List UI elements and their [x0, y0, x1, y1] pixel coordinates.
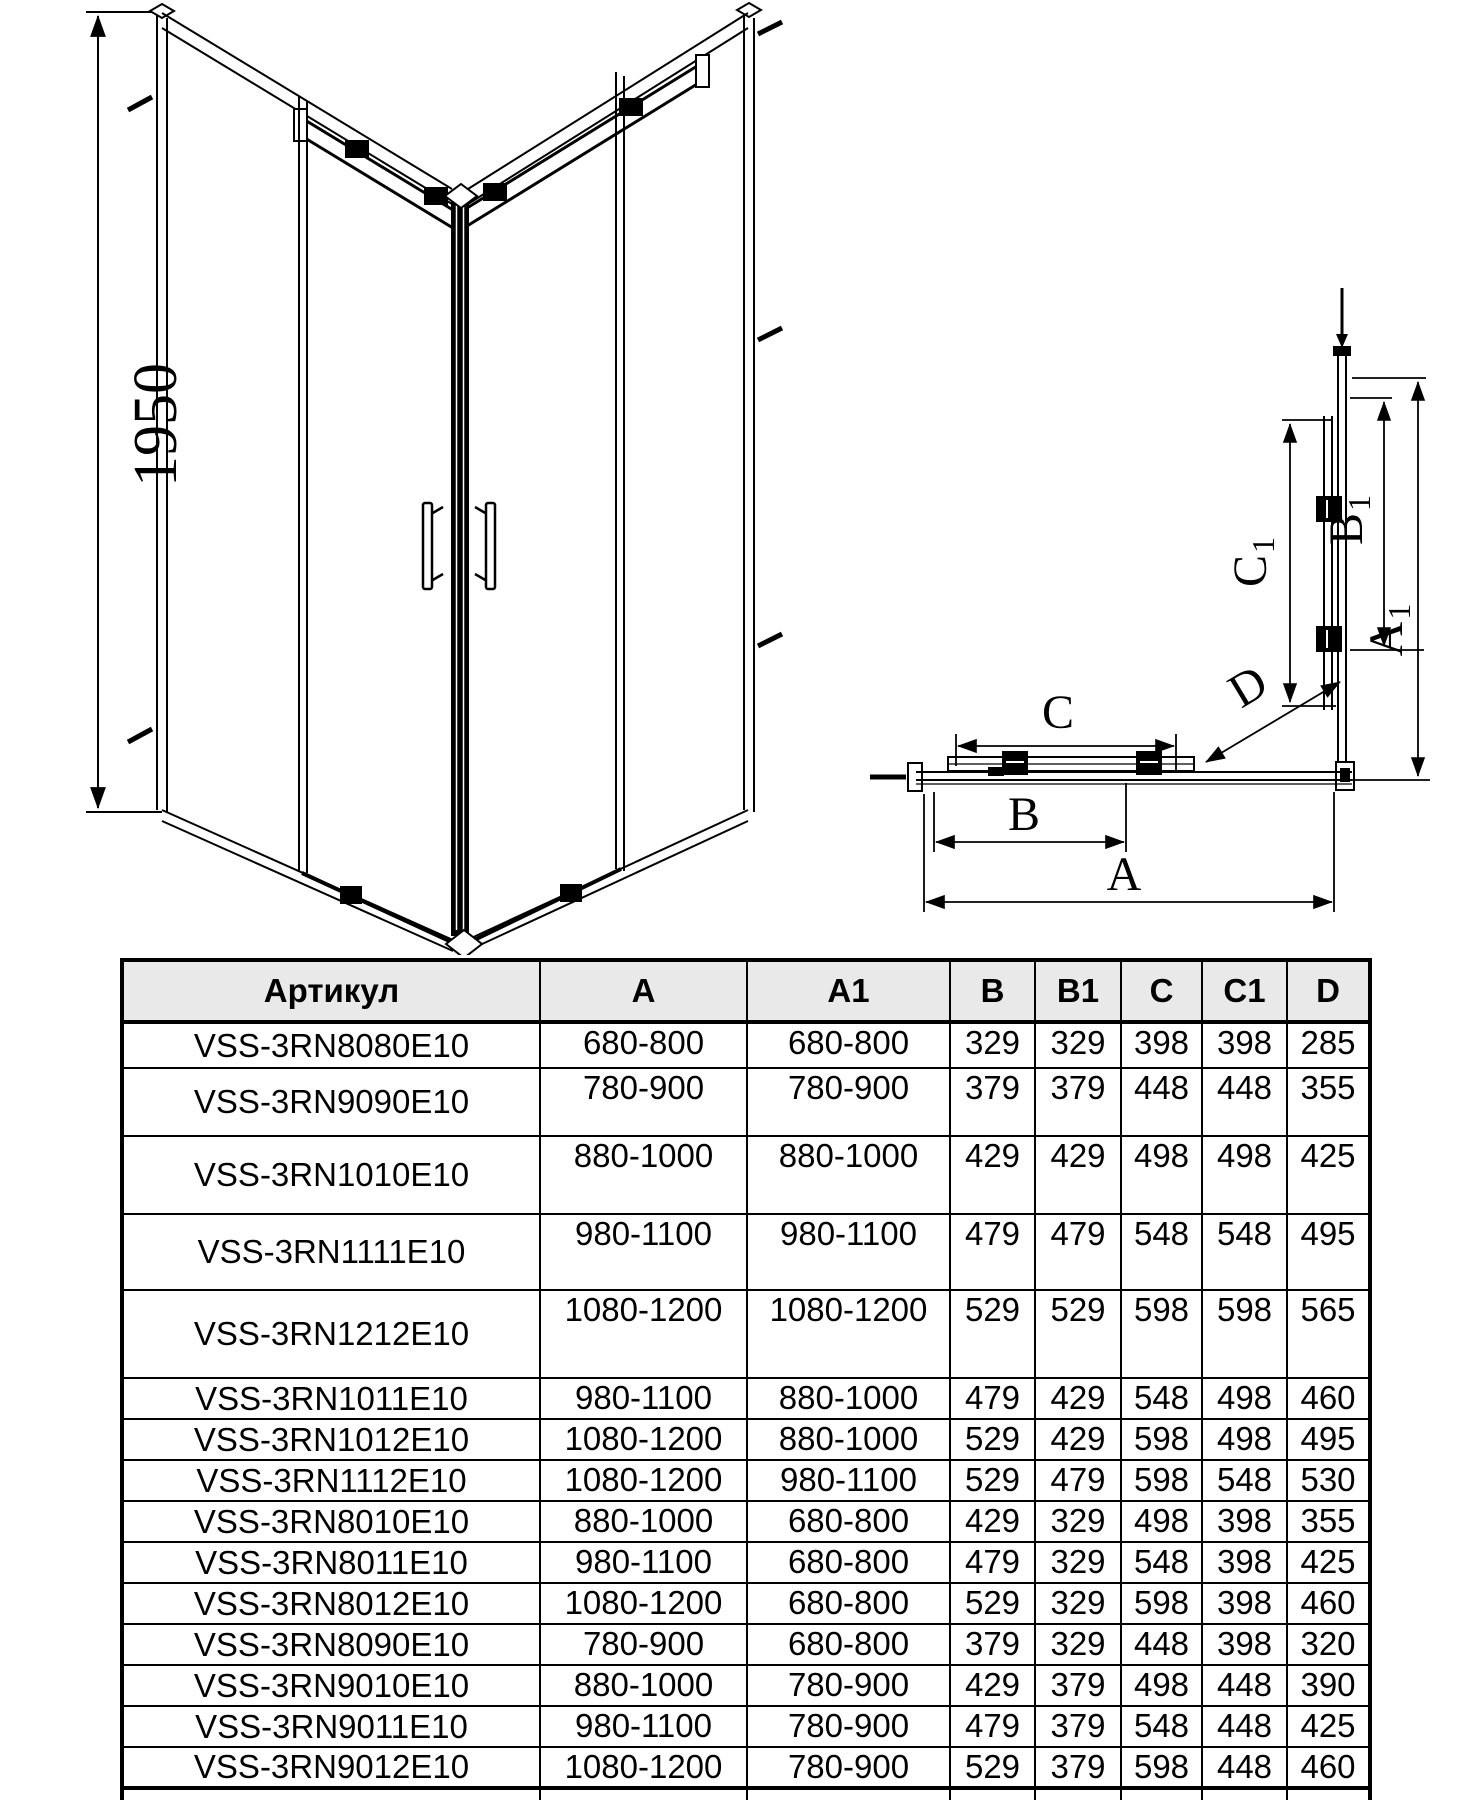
cell-value: 529 [950, 1747, 1035, 1788]
cell-value: 980-1100 [540, 1378, 747, 1419]
table-row [122, 1460, 1370, 1501]
cell-value: 448 [1121, 1624, 1202, 1665]
cell-value: 529 [950, 1460, 1035, 1501]
cell-article: VSS-3RN9012E10 [122, 1747, 540, 1788]
cell-value: 529 [950, 1290, 1035, 1378]
cell-value: 880-1000 [747, 1419, 950, 1460]
cell-value: 598 [1121, 1583, 1202, 1624]
cell-value: 495 [1287, 1214, 1370, 1290]
header-article: Артикул [122, 960, 540, 1022]
cell-value: 1080-1200 [540, 1290, 747, 1378]
cell-value: 680-800 [747, 1501, 950, 1542]
cell-value: 479 [950, 1542, 1035, 1583]
cell-value: 379 [950, 1624, 1035, 1665]
cell-empty [950, 1788, 1035, 1800]
cell-value: 680-800 [747, 1583, 950, 1624]
cell-value: 448 [1202, 1706, 1287, 1747]
right-door-handle [475, 503, 495, 589]
header-a: A [540, 960, 747, 1022]
cell-value: 780-900 [747, 1665, 950, 1706]
cell-value: 448 [1202, 1068, 1287, 1136]
cell-empty [1035, 1788, 1121, 1800]
cell-value: 565 [1287, 1290, 1370, 1378]
table-row [122, 1136, 1370, 1214]
dim-a-label: A [1106, 848, 1142, 901]
cell-value: 498 [1121, 1501, 1202, 1542]
table-row [122, 1290, 1370, 1378]
cell-article: VSS-3RN9090E10 [122, 1068, 540, 1136]
cell-value: 680-800 [747, 1022, 950, 1068]
table-row [122, 1542, 1370, 1583]
cell-value: 548 [1202, 1214, 1287, 1290]
cell-value: 780-900 [747, 1747, 950, 1788]
height-dim-label: 1950 [122, 363, 190, 487]
cell-value: 429 [950, 1136, 1035, 1214]
cell-value: 598 [1121, 1460, 1202, 1501]
cell-value: 355 [1287, 1068, 1370, 1136]
cell-value: 379 [1035, 1665, 1121, 1706]
cell-value: 548 [1121, 1378, 1202, 1419]
cell-value: 479 [950, 1378, 1035, 1419]
cell-value: 598 [1202, 1290, 1287, 1378]
cell-value: 780-900 [540, 1068, 747, 1136]
cell-article: VSS-3RN1212E10 [122, 1290, 540, 1378]
cell-value: 1080-1200 [540, 1460, 747, 1501]
table-row [122, 1747, 1370, 1788]
cell-value: 1080-1200 [540, 1583, 747, 1624]
dim-c-label: C [1041, 686, 1075, 739]
table-row [122, 1068, 1370, 1136]
cell-value: 479 [1035, 1214, 1121, 1290]
cell-value: 425 [1287, 1706, 1370, 1747]
table-row [122, 1583, 1370, 1624]
cell-value: 285 [1287, 1022, 1370, 1068]
cell-value: 980-1100 [747, 1214, 950, 1290]
cell-value: 479 [950, 1214, 1035, 1290]
cell-article: VSS-3RN8090E10 [122, 1624, 540, 1665]
spec-table [120, 958, 1372, 1800]
cell-empty [747, 1788, 950, 1800]
cell-article: VSS-3RN9011E10 [122, 1706, 540, 1747]
cell-value: 498 [1202, 1136, 1287, 1214]
cell-value: 780-900 [747, 1706, 950, 1747]
table-row [122, 1665, 1370, 1706]
cell-value: 880-1000 [540, 1136, 747, 1214]
cell-value: 529 [950, 1583, 1035, 1624]
cell-article: VSS-3RN8080E10 [122, 1022, 540, 1068]
table-row [122, 1419, 1370, 1460]
table-row [122, 1706, 1370, 1747]
plan-bottom-rail [870, 751, 1354, 791]
table-row [122, 1378, 1370, 1419]
cell-value: 398 [1202, 1542, 1287, 1583]
cell-article: VSS-3RN9010E10 [122, 1665, 540, 1706]
cell-value: 498 [1121, 1665, 1202, 1706]
dim-d-label: D [1219, 655, 1277, 719]
cell-article: VSS-3RN1011E10 [122, 1378, 540, 1419]
cell-value: 379 [1035, 1747, 1121, 1788]
cell-value: 398 [1202, 1501, 1287, 1542]
table-row [122, 1624, 1370, 1665]
cell-article: VSS-3RN1112E10 [122, 1460, 540, 1501]
header-c: C [1121, 960, 1202, 1022]
cell-value: 429 [1035, 1378, 1121, 1419]
corner-post [445, 184, 482, 955]
cell-value: 598 [1121, 1290, 1202, 1378]
cell-value: 598 [1121, 1419, 1202, 1460]
cell-value: 460 [1287, 1378, 1370, 1419]
cell-value: 529 [950, 1419, 1035, 1460]
cell-value: 329 [1035, 1542, 1121, 1583]
table-row [122, 1214, 1370, 1290]
cell-value: 498 [1202, 1419, 1287, 1460]
cell-value: 398 [1202, 1022, 1287, 1068]
cell-value: 479 [950, 1706, 1035, 1747]
header-b: B [950, 960, 1035, 1022]
cell-value: 780-900 [747, 1068, 950, 1136]
left-door-handle [423, 503, 443, 589]
cell-value: 425 [1287, 1542, 1370, 1583]
dim-a1-label: A1 [1360, 603, 1417, 657]
dim-c1-label: C1 [1224, 536, 1281, 588]
cell-value: 379 [1035, 1706, 1121, 1747]
cell-value: 598 [1121, 1747, 1202, 1788]
cell-value: 460 [1287, 1583, 1370, 1624]
cell-value: 429 [1035, 1136, 1121, 1214]
cell-value: 680-800 [747, 1624, 950, 1665]
front-view-drawing [86, 3, 782, 955]
table-row [122, 1501, 1370, 1542]
cell-value: 329 [1035, 1583, 1121, 1624]
dim-b [934, 783, 1126, 852]
cell-value: 329 [950, 1022, 1035, 1068]
cell-value: 1080-1200 [747, 1290, 950, 1378]
header-a1: A1 [747, 960, 950, 1022]
cell-empty [1287, 1788, 1370, 1800]
cell-article: VSS-3RN8011E10 [122, 1542, 540, 1583]
cell-empty [1202, 1788, 1287, 1800]
cell-value: 980-1100 [540, 1706, 747, 1747]
right-wall-panel [466, 3, 782, 951]
dim-a [924, 792, 1334, 912]
cell-value: 780-900 [540, 1624, 747, 1665]
cell-value: 398 [1202, 1624, 1287, 1665]
cell-empty [122, 1788, 540, 1800]
cell-value: 460 [1287, 1747, 1370, 1788]
cell-empty [540, 1788, 747, 1800]
cell-article: VSS-3RN1010E10 [122, 1136, 540, 1214]
cell-value: 980-1100 [540, 1214, 747, 1290]
cell-value: 320 [1287, 1624, 1370, 1665]
cell-article: VSS-3RN1111E10 [122, 1214, 540, 1290]
header-b1: B1 [1035, 960, 1121, 1022]
cell-value: 980-1100 [540, 1542, 747, 1583]
cell-empty [1121, 1788, 1202, 1800]
cell-article: VSS-3RN1012E10 [122, 1419, 540, 1460]
cell-value: 548 [1121, 1214, 1202, 1290]
cell-value: 429 [1035, 1419, 1121, 1460]
cell-value: 880-1000 [747, 1136, 950, 1214]
cell-value: 425 [1287, 1136, 1370, 1214]
cell-value: 680-800 [540, 1022, 747, 1068]
cell-value: 680-800 [747, 1542, 950, 1583]
top-view-drawing [870, 288, 1430, 912]
cell-value: 1080-1200 [540, 1419, 747, 1460]
cell-value: 530 [1287, 1460, 1370, 1501]
cell-value: 448 [1202, 1665, 1287, 1706]
cell-value: 548 [1121, 1706, 1202, 1747]
dim-a1 [1352, 378, 1430, 780]
cell-value: 398 [1121, 1022, 1202, 1068]
cell-value: 329 [1035, 1022, 1121, 1068]
cell-article: VSS-3RN8010E10 [122, 1501, 540, 1542]
cell-value: 429 [950, 1501, 1035, 1542]
cell-value: 495 [1287, 1419, 1370, 1460]
spec-table-body [122, 1022, 1370, 1800]
cell-value: 548 [1202, 1460, 1287, 1501]
dim-d [1206, 655, 1340, 762]
dim-b1-label: B1 [1320, 494, 1377, 546]
cell-value: 529 [1035, 1290, 1121, 1378]
cell-value: 379 [950, 1068, 1035, 1136]
cell-value: 479 [1035, 1460, 1121, 1501]
cell-value: 398 [1202, 1583, 1287, 1624]
cell-article: VSS-3RN8012E10 [122, 1583, 540, 1624]
cell-value: 1080-1200 [540, 1747, 747, 1788]
cell-value: 880-1000 [540, 1501, 747, 1542]
cell-value: 548 [1121, 1542, 1202, 1583]
dim-b-label: B [1007, 788, 1041, 841]
cell-value: 448 [1202, 1747, 1287, 1788]
table-row-partial [122, 1788, 1370, 1800]
cell-value: 980-1100 [747, 1460, 950, 1501]
table-row [122, 1022, 1370, 1068]
cell-value: 329 [1035, 1624, 1121, 1665]
cell-value: 329 [1035, 1501, 1121, 1542]
cell-value: 448 [1121, 1068, 1202, 1136]
cell-value: 429 [950, 1665, 1035, 1706]
cell-value: 880-1000 [540, 1665, 747, 1706]
cell-value: 379 [1035, 1068, 1121, 1136]
cell-value: 498 [1121, 1136, 1202, 1214]
cell-value: 880-1000 [747, 1378, 950, 1419]
header-c1: C1 [1202, 960, 1287, 1022]
height-dimension [86, 12, 190, 812]
cell-value: 390 [1287, 1665, 1370, 1706]
cell-value: 498 [1202, 1378, 1287, 1419]
table-header-row [122, 960, 1370, 1022]
cell-value: 355 [1287, 1501, 1370, 1542]
header-d: D [1287, 960, 1370, 1022]
